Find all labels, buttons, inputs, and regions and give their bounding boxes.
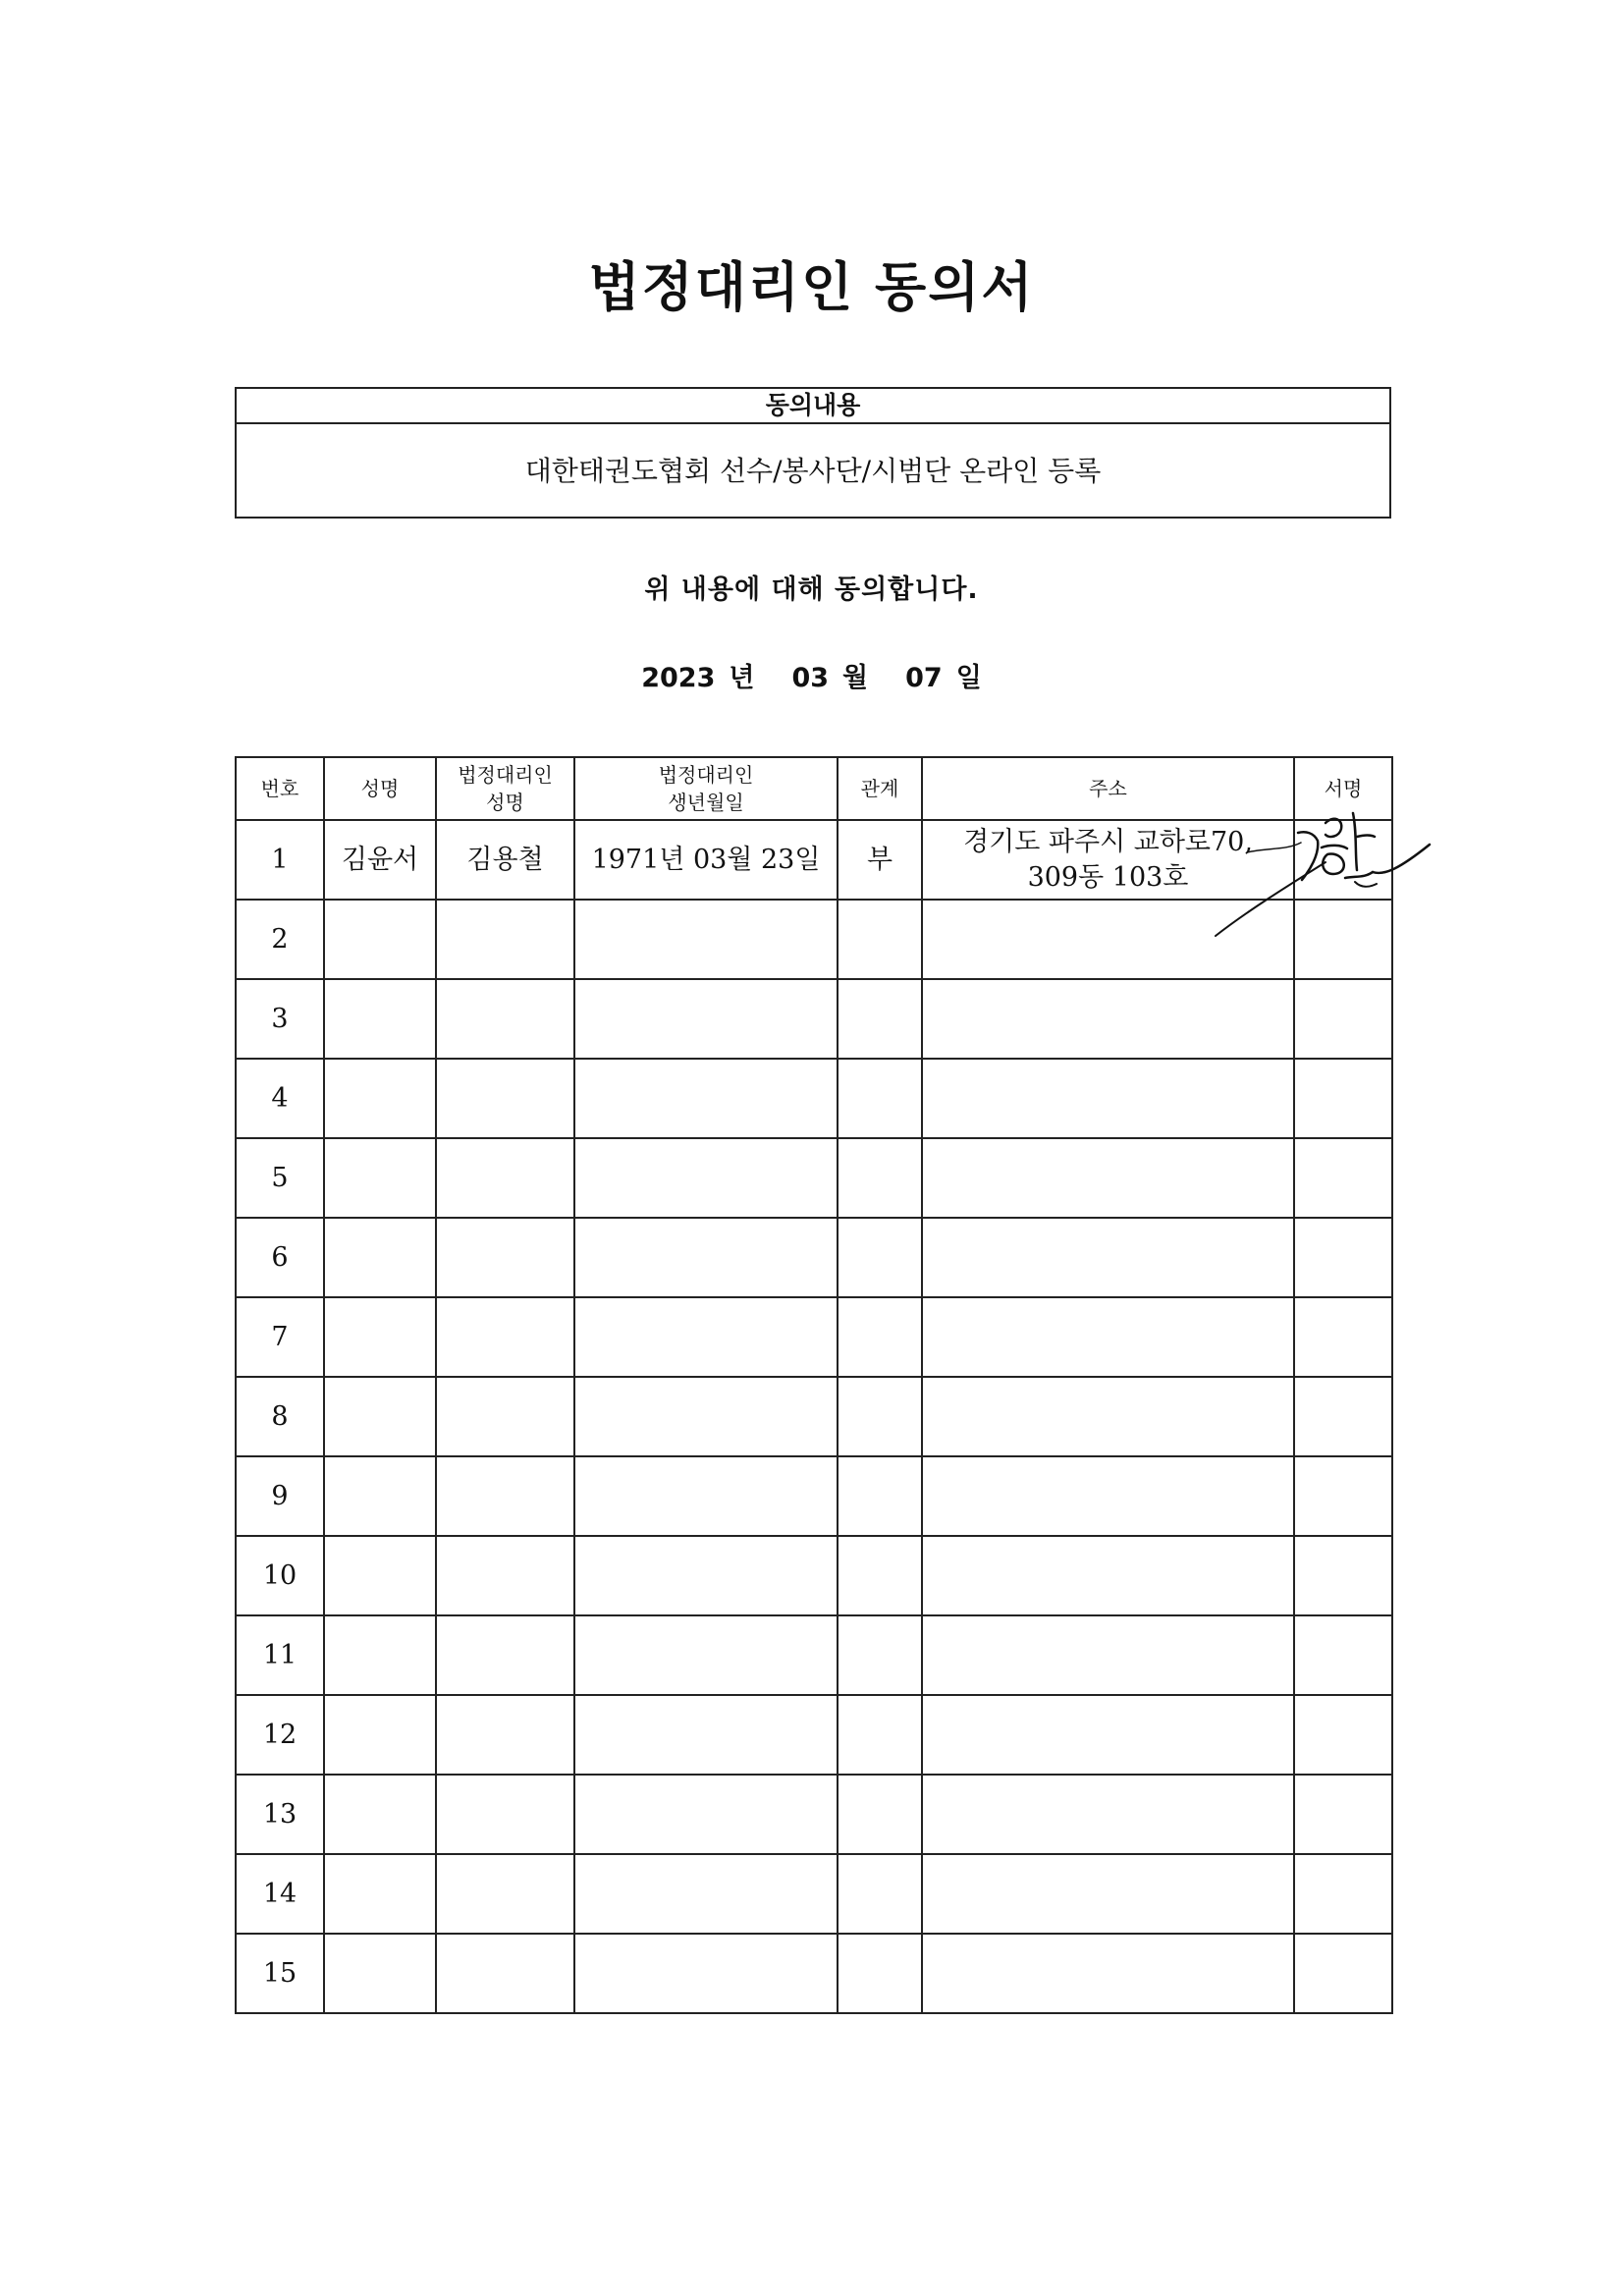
cell-signature bbox=[1294, 1536, 1392, 1615]
cell-guardian-name bbox=[436, 900, 574, 979]
cell-name bbox=[324, 1695, 436, 1775]
consent-header: 동의내용 bbox=[237, 389, 1389, 424]
cell-guardian-birth bbox=[574, 1297, 838, 1377]
cell-signature bbox=[1294, 979, 1392, 1059]
cell-signature bbox=[1294, 1059, 1392, 1138]
header-guardian-birth-line2: 생년월일 bbox=[668, 791, 744, 814]
header-guardian-name-line1: 법정대리인 bbox=[458, 763, 553, 787]
cell-signature bbox=[1294, 1695, 1392, 1775]
document-title: 법정대리인 동의서 bbox=[588, 256, 1035, 318]
cell-guardian-birth bbox=[574, 1695, 838, 1775]
cell-relation: 부 bbox=[838, 820, 922, 900]
header-guardian-name bbox=[436, 757, 574, 820]
cell-relation bbox=[838, 900, 922, 979]
cell-relation bbox=[838, 1297, 922, 1377]
table-row bbox=[236, 1059, 1392, 1138]
cell-guardian-name bbox=[436, 1456, 574, 1536]
table-row bbox=[236, 1377, 1392, 1456]
cell-guardian-birth bbox=[574, 1377, 838, 1456]
cell-name bbox=[324, 1059, 436, 1138]
cell-guardian-name bbox=[436, 1297, 574, 1377]
cell-guardian-birth bbox=[574, 1934, 838, 2013]
cell-no: 9 bbox=[236, 1456, 324, 1536]
cell-no: 13 bbox=[236, 1775, 324, 1854]
cell-guardian-name bbox=[436, 1695, 574, 1775]
cell-name bbox=[324, 979, 436, 1059]
cell-guardian-birth bbox=[574, 979, 838, 1059]
cell-guardian-birth bbox=[574, 900, 838, 979]
table-row bbox=[236, 1138, 1392, 1218]
cell-name bbox=[324, 1615, 436, 1695]
date-year: 2023 bbox=[641, 663, 716, 693]
cell-address bbox=[922, 1695, 1294, 1775]
date-year-unit: 년 bbox=[729, 663, 755, 693]
cell-address bbox=[922, 1456, 1294, 1536]
cell-relation bbox=[838, 1695, 922, 1775]
cell-no: 11 bbox=[236, 1615, 324, 1695]
cell-address bbox=[922, 1059, 1294, 1138]
handwritten-signature bbox=[1208, 793, 1434, 941]
cell-name bbox=[324, 1854, 436, 1934]
cell-guardian-birth bbox=[574, 1615, 838, 1695]
cell-signature bbox=[1294, 1377, 1392, 1456]
cell-signature bbox=[1294, 1775, 1392, 1854]
cell-name bbox=[324, 900, 436, 979]
table-row bbox=[236, 1695, 1392, 1775]
cell-relation bbox=[838, 1775, 922, 1854]
table-row bbox=[236, 979, 1392, 1059]
cell-address bbox=[922, 1854, 1294, 1934]
header-name: 성명 bbox=[324, 757, 436, 820]
cell-name bbox=[324, 1456, 436, 1536]
cell-relation bbox=[838, 1456, 922, 1536]
cell-relation bbox=[838, 1377, 922, 1456]
header-guardian-birth-line1: 법정대리인 bbox=[658, 763, 754, 787]
cell-guardian-birth bbox=[574, 1059, 838, 1138]
cell-name: 김윤서 bbox=[324, 820, 436, 900]
cell-relation bbox=[838, 1059, 922, 1138]
cell-name bbox=[324, 1536, 436, 1615]
cell-relation bbox=[838, 1536, 922, 1615]
date-day: 07 bbox=[905, 663, 943, 693]
cell-guardian-birth bbox=[574, 1775, 838, 1854]
cell-guardian-name bbox=[436, 979, 574, 1059]
table-row bbox=[236, 1456, 1392, 1536]
date-month-unit: 월 bbox=[842, 663, 869, 693]
table-row bbox=[236, 1615, 1392, 1695]
cell-address bbox=[922, 1775, 1294, 1854]
cell-guardian-name bbox=[436, 1854, 574, 1934]
cell-guardian-name bbox=[436, 1138, 574, 1218]
cell-address bbox=[922, 1297, 1294, 1377]
cell-signature bbox=[1294, 1615, 1392, 1695]
agree-statement: 위 내용에 대해 동의합니다. bbox=[644, 574, 979, 605]
table-row bbox=[236, 1297, 1392, 1377]
cell-guardian-birth bbox=[574, 1218, 838, 1297]
cell-signature bbox=[1294, 1456, 1392, 1536]
cell-address bbox=[922, 1377, 1294, 1456]
header-address: 주소 bbox=[922, 757, 1294, 820]
consent-box bbox=[235, 387, 1391, 519]
cell-address bbox=[922, 1218, 1294, 1297]
header-guardian-name-line2: 성명 bbox=[486, 791, 524, 814]
cell-no: 7 bbox=[236, 1297, 324, 1377]
cell-relation bbox=[838, 1218, 922, 1297]
cell-no: 5 bbox=[236, 1138, 324, 1218]
cell-address bbox=[922, 979, 1294, 1059]
cell-no: 15 bbox=[236, 1934, 324, 2013]
cell-name bbox=[324, 1377, 436, 1456]
cell-address bbox=[922, 1138, 1294, 1218]
cell-no: 8 bbox=[236, 1377, 324, 1456]
cell-no: 12 bbox=[236, 1695, 324, 1775]
cell-relation bbox=[838, 1854, 922, 1934]
cell-guardian-name bbox=[436, 1059, 574, 1138]
cell-signature bbox=[1294, 1297, 1392, 1377]
cell-name bbox=[324, 1775, 436, 1854]
cell-address bbox=[922, 1934, 1294, 2013]
cell-no: 10 bbox=[236, 1536, 324, 1615]
cell-no: 1 bbox=[236, 820, 324, 900]
date-month: 03 bbox=[791, 663, 830, 693]
cell-relation bbox=[838, 1615, 922, 1695]
cell-signature bbox=[1294, 1854, 1392, 1934]
cell-guardian-name bbox=[436, 1934, 574, 2013]
cell-guardian-birth: 1971년 03월 23일 bbox=[574, 820, 838, 900]
cell-guardian-name: 김용철 bbox=[436, 820, 574, 900]
cell-guardian-name bbox=[436, 1218, 574, 1297]
table-row bbox=[236, 1854, 1392, 1934]
table-row bbox=[236, 1218, 1392, 1297]
cell-signature bbox=[1294, 1934, 1392, 2013]
cell-guardian-name bbox=[436, 1775, 574, 1854]
date-line bbox=[0, 656, 1623, 694]
cell-guardian-name bbox=[436, 1536, 574, 1615]
cell-guardian-birth bbox=[574, 1536, 838, 1615]
header-no: 번호 bbox=[236, 757, 324, 820]
consent-content: 대한태권도협회 선수/봉사단/시범단 온라인 등록 bbox=[524, 455, 1102, 487]
cell-no: 2 bbox=[236, 900, 324, 979]
header-signature: 서명 bbox=[1294, 757, 1392, 820]
cell-signature bbox=[1294, 1218, 1392, 1297]
cell-name bbox=[324, 1934, 436, 2013]
cell-address bbox=[922, 1615, 1294, 1695]
cell-no: 3 bbox=[236, 979, 324, 1059]
cell-no: 4 bbox=[236, 1059, 324, 1138]
cell-address bbox=[922, 1536, 1294, 1615]
header-relation: 관계 bbox=[838, 757, 922, 820]
cell-address-line1: 경기도 파주시 교하로70, bbox=[963, 826, 1253, 857]
cell-no: 14 bbox=[236, 1854, 324, 1934]
cell-guardian-birth bbox=[574, 1854, 838, 1934]
cell-no: 6 bbox=[236, 1218, 324, 1297]
cell-address-line2: 309동 103호 bbox=[1027, 861, 1189, 893]
cell-relation bbox=[838, 1138, 922, 1218]
cell-guardian-name bbox=[436, 1377, 574, 1456]
cell-name bbox=[324, 1218, 436, 1297]
table-row bbox=[236, 1536, 1392, 1615]
cell-name bbox=[324, 1138, 436, 1218]
cell-relation bbox=[838, 1934, 922, 2013]
date-day-unit: 일 bbox=[955, 663, 982, 693]
table-row bbox=[236, 1775, 1392, 1854]
cell-guardian-birth bbox=[574, 1456, 838, 1536]
cell-name bbox=[324, 1297, 436, 1377]
cell-guardian-birth bbox=[574, 1138, 838, 1218]
guardian-table bbox=[235, 756, 1393, 2014]
cell-signature bbox=[1294, 1138, 1392, 1218]
table-body bbox=[236, 820, 1392, 2013]
table-row bbox=[236, 1934, 1392, 2013]
cell-relation bbox=[838, 979, 922, 1059]
header-guardian-birth bbox=[574, 757, 838, 820]
cell-guardian-name bbox=[436, 1615, 574, 1695]
